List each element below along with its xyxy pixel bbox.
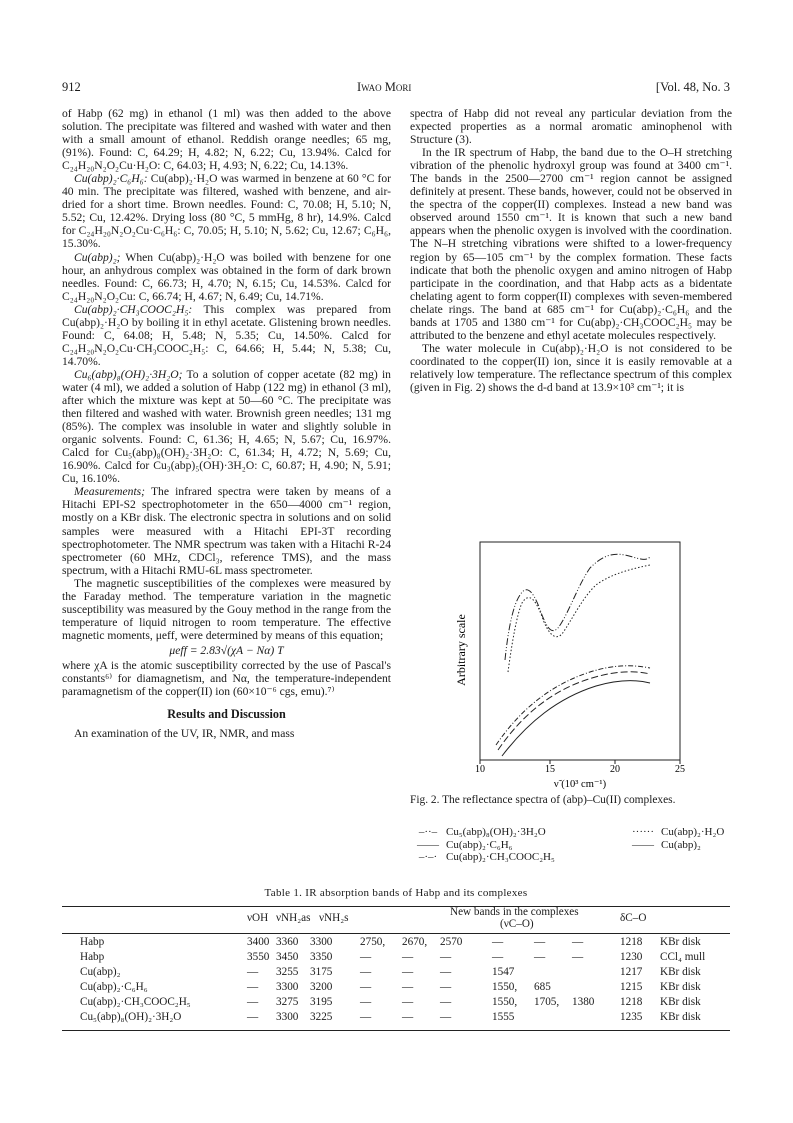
legend-row [410,851,740,864]
table-cell: 3195 [310,996,333,1008]
legend-symbol: ······ [632,826,654,838]
legend-label: Cu(abp)₂·H₂O [661,826,725,838]
table-cell: 3255 [276,966,299,978]
table-cell: — [360,1011,372,1023]
section-title: Results and Discussion [167,707,286,722]
paragraph: An examination of the UV, IR, NMR, and mass [74,727,295,741]
table-cell: 1555 [492,1011,515,1023]
table-cell: KBr disk [660,966,701,978]
table-cell: KBr disk [660,996,701,1008]
legend-label: Cu(abp)₂·C₆H₆ [446,838,513,851]
curve-cu-abp2-etoac [496,666,650,745]
table-rule [62,1030,730,1031]
table-row-label: Cu₅(abp)₈(OH)₂·3H₂O [80,1011,182,1023]
paragraph-text: The infrared spectra were taken by means of a Hitachi EPI-S2 spectrophotometer in the 650—4000 cm⁻¹ region, mostly on a KBr disk. The electronic spectra in solutions and on solid samples were measured with a Hitachi EPI-3T recording spectrophotometer. The NMR spectrum was taken with a Hitachi R-24 spectrometer (60 MHz, CDCl₃, reference TMS), and the mass spectrum, with a Hitachi RMU-6L mass spectrometer. [62,485,391,577]
x-tick-label: 20 [610,764,620,775]
paragraph-text: This complex was prepared from Cu(abp)₂·H₂O by boiling it in ethyl acetate. Glistening brown needles. Found: C, 64.08; H, 5.48; N, 5.35; Cu, 14.50%. Calcd for C₂₄H₂₀N₂O₂Cu·CH₃COOC₂H₅: C, 64.66; H, 5.44; N, 5.38; Cu, 14.70%. [62,302,391,368]
table-cell: 1235 [620,1011,643,1023]
header-new-bands: New bands in the complexes [450,906,579,918]
table-cell: 2670, [402,936,428,948]
legend-row [410,839,740,852]
table-cell: — [247,966,259,978]
table-cell: — [402,1011,414,1023]
table-cell: — [534,951,546,963]
legend-symbol: –·–· [418,851,438,863]
table-cell: 1218 [620,996,643,1008]
table-cell: — [440,981,452,993]
legend-label: Cu₅(abp)₈(OH)₂·3H₂O [446,826,546,838]
header-voh: νOH [247,912,269,924]
table-cell: 685 [534,981,551,993]
header-new-bands-sub: (νC–O) [500,918,534,930]
table-cell: — [247,981,259,993]
paragraph: The magnetic susceptibilities of the complexes were measured by the Faraday method. The temperature variation in the magnetic susceptibility was measured by the Gouy method in the range from the temperature of liquid nitrogen to room temperature. The effective magnetic moments, μeff, were determined by means of this equation; [62,576,391,642]
table-cell: 3450 [276,951,299,963]
table-cell: 1218 [620,936,643,948]
page-number: 912 [62,80,81,94]
table-cell: 3300 [276,1011,299,1023]
table-cell: — [402,981,414,993]
table-cell: — [247,1011,259,1023]
table-cell: — [440,1011,452,1023]
legend-symbol: —— [632,838,654,851]
subheading: Cu(abp)₂; [74,250,121,264]
table-cell: — [360,996,372,1008]
table-cell: KBr disk [660,1011,701,1023]
running-header [62,80,730,96]
left-column [62,107,391,740]
x-tick-label: 15 [545,764,555,775]
header-vnh-s: νNH₂s [319,912,349,924]
table-rule [62,933,730,934]
table-cell: 3300 [310,936,333,948]
legend-entry [410,826,625,839]
table-cell: 3275 [276,996,299,1008]
table-cell: 2570 [440,936,463,948]
table-cell: — [534,936,546,948]
volume-info: [Vol. 48, No. 3 [655,80,730,94]
paragraph-text: To a solution of copper acetate (82 mg) in water (4 ml), we added a solution of Habp (122 mg) in ethanol (3 ml), after which the mixture was kept at 50—60 °C. The precipitate was then filtered and washed with water. Brownish green needles; 131 mg (85%). The complex was insoluble in water and slightly soluble in organic solvents. Found: C, 61.36; H, 4.65; N, 5.67; Cu, 16.97%. Calcd for Cu₅(abp)₈(OH)₂·3H₂O: C, 61.34; H, 4.72; N, 5.69; Cu, 16.90%. Calcd for Cu₃(abp)₅(OH)·3H₂O: C, 60.87; H, 4.90; N, 5.91; Cu, 16.10%. [62,367,391,486]
paragraph-text: When Cu(abp)₂·H₂O was boiled with benzene for one hour, an anhydrous complex was obtained in the form of dark brown needles. Found: C, 66.73; H, 4.70; N, 6.15; Cu, 14.53%. Calcd for C₂₄H₂₀N₂O₂Cu: C, 66.74; H, 4.67; N, 6.49; Cu, 14.71%. [62,250,391,303]
table-cell: 3200 [310,981,333,993]
table-cell: 3550 [247,951,270,963]
right-column [410,107,732,394]
table-cell: — [360,951,372,963]
table-cell: — [440,996,452,1008]
table-cell: — [492,951,504,963]
paragraph [62,485,391,576]
table-cell: — [572,951,584,963]
paragraph [62,303,391,368]
table-row-label: Habp [80,936,105,948]
legend-entry [410,851,555,864]
legend-entry [625,826,724,839]
reflectance-spectra-figure [410,540,730,790]
table-cell: 1230 [620,951,643,963]
table-cell: 3400 [247,936,270,948]
table-row-label: Cu(abp)₂·C₆H₆ [80,981,148,993]
table-row-label: Cu(abp)₂ [80,966,121,978]
x-tick-label: 25 [675,764,685,775]
paragraph: In the IR spectrum of Habp, the band due to the O–H stretching vibration of the phenolic hydroxyl group was found at 3400 cm⁻¹. The bands in the 2500—2700 cm⁻¹ region cannot be assigned definitely at present. These bands, however, could not be observed in the spectra of the copper(II) complexes. Instead a new band was observed around 1550 cm⁻¹. It is known that such a new band appears when the phenolic oxygen is involved with the coordination. The N–H stretching vibrations were shifted to a lower-frequency region by 65—105 cm⁻¹ by the complex formation. These facts indicate that both the phenolic oxygen and amino nitrogen of Habp participate in the coordination, and that Habp acts as a bidentate chelating agent to form copper(II) complexes with seven-membered chelate rings. The band at 685 cm⁻¹ for Cu(abp)₂·C₆H₆ and the bands at 1705 and 1380 cm⁻¹ for Cu(abp)₂·CH₃COOC₂H₅ may be attributed to the benzene and ethyl acetate molecules respectively. [410,146,732,342]
legend-symbol: —— [417,838,439,851]
table-cell: — [440,951,452,963]
table-row-label: Cu(abp)₂·CH₃COOC₂H₅ [80,996,191,1008]
table-cell: 1550, [492,981,518,993]
paragraph [62,251,391,303]
table-cell: 2750, [360,936,386,948]
paragraph [62,368,391,485]
legend-symbol: –··– [418,826,438,838]
header-vnh-as: νNH₂as [276,912,311,924]
subheading: Cu(abp)₂·C₆H₆: [74,172,148,186]
table-cell: — [402,951,414,963]
x-axis-label: ν̃ (10³ cm⁻¹) [553,779,607,790]
paragraph [62,172,391,250]
paragraph-text: Cu(abp)₂·H₂O was warmed in benzene at 60 °C for 40 min. The precipitate was filtered, washed with benzene, and air-dried for a short time. Brown needles. Found: C, 70.08; H, 5.10; N, 5.52; Cu, 12.42%. Drying loss (80 °C, 5 mmHg, 8 hr), 14.9%. Calcd for C₂₄H₂₀N₂O₂Cu·C₆H₆: C, 70.05; H, 5.10; N, 5.62; Cu, 12.67; C₆H₆, 15.30%. [62,172,391,251]
y-axis-label: Arbitrary scale [454,614,468,686]
table-cell: 3175 [310,966,333,978]
table-cell: KBr disk [660,936,701,948]
table-cell: — [572,936,584,948]
table-cell: 1705, [534,996,560,1008]
table-cell: 1550, [492,996,518,1008]
table-cell: 3360 [276,936,299,948]
subheading: Measurements; [74,485,146,499]
table-title: Table 1. IR absorption bands of Habp and its complexes [264,887,528,899]
paragraph: of Habp (62 mg) in ethanol (1 ml) was then added to the above solution. The precipitate was filtered and washed with water and then with a small amount of ethanol. Reddish orange needles; 65 mg, (91%). Found: C, 64.29; H, 4.82; N, 6.22; Cu, 13.94%. Calcd for C₂₄H₂₀N₂O₂Cu·H₂O: C, 64.03; H, 4.93; N, 6.22; Cu, 14.13%. [62,107,391,173]
paragraph: where χA is the atomic susceptibility corrected by the use of Pascal's constants⁶⁾ for diamagnetism, and Nα, the temperature-independent paramagnetism of the copper(II) ion (60×10⁻⁶ cgs, emu).⁷⁾ [62,658,391,699]
table-cell: 3225 [310,1011,333,1023]
table-cell: — [402,966,414,978]
header-dco: δC–O [620,912,647,924]
legend-row [410,826,740,839]
table-cell: 1217 [620,966,643,978]
subheading: Cu₆(abp)₈(OH)₂·3H₂O; [74,367,183,381]
table-cell: CCl₄ mull [660,951,706,963]
table-cell: — [492,936,504,948]
table-cell: — [440,966,452,978]
subheading: Cu(abp)₂·CH₃COOC₂H₅: [74,302,193,316]
equation: μeff = 2.83√(χA − Nα) T [169,643,284,657]
table-cell: — [247,996,259,1008]
curve-cu-abp2-h2o [508,565,650,672]
paragraph: spectra of Habp did not reveal any particular deviation from the expected properties as a normal aromatic aminophenol with Structure (3). [410,107,732,147]
author-name: Iwao Mori [357,80,412,94]
legend-label: Cu(abp)₂ [661,838,701,851]
table-cell: 1547 [492,966,515,978]
table-cell: 3350 [310,951,333,963]
curve-cu-abp2 [498,672,650,750]
table-cell: 1215 [620,981,643,993]
legend-entry [410,839,625,852]
table-row-label: Habp [80,951,105,963]
table-cell: — [360,966,372,978]
legend-label: Cu(abp)₂·CH₃COOC₂H₅ [446,851,555,863]
table-cell: 1380 [572,996,595,1008]
table-cell: — [360,981,372,993]
table-cell: 3300 [276,981,299,993]
figure-legend [410,826,740,864]
table-rule [62,906,730,907]
paragraph: The water molecule in Cu(abp)₂·H₂O is not considered to be coordinated to the copper(II) ion, since it is easily removable at a relatively low temperature. The reflectance spectrum of this complex (given in Fig. 2) shows the d-d band at 13.9×10³ cm⁻¹; it is [410,341,732,394]
table-cell: KBr disk [660,981,701,993]
table-cell: — [402,996,414,1008]
legend-entry [625,839,701,852]
x-tick-label: 10 [475,764,485,775]
figure-caption: Fig. 2. The reflectance spectra of (abp)–Cu(II) complexes. [410,794,676,806]
